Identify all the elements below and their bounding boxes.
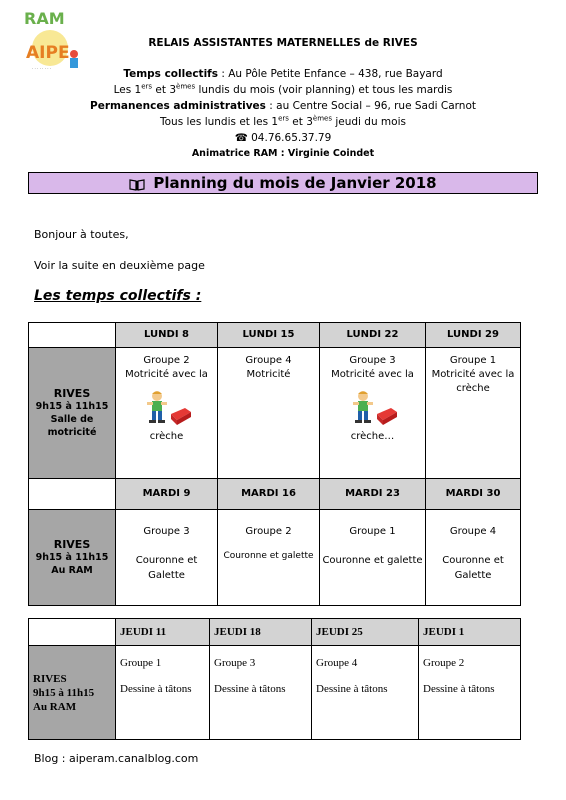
cell-activity: Couronne et: [135, 555, 198, 566]
phone-number: 04.76.65.37.79: [251, 132, 332, 144]
side-hours: 9h15 à 11h15: [35, 552, 109, 563]
blog-link[interactable]: Blog : aiperam.canalblog.com: [34, 752, 199, 765]
cell-activity: Motricité avec la: [331, 369, 414, 380]
cell-activity: Couronne et: [442, 555, 504, 566]
lundis-text-a: Les 1: [113, 84, 142, 96]
planning-table-jeudi: [28, 618, 521, 740]
side-room: Au RAM: [51, 565, 93, 576]
logo-text-aipe: AIPE: [26, 43, 70, 63]
row-label-ram-jeudi: [29, 646, 116, 740]
cell-activity: Motricité avec la: [431, 369, 515, 380]
cell-jeudi-18: [210, 646, 312, 740]
header-line-jeudis: [90, 115, 476, 129]
header-jeudi-1: JEUDI 1: [419, 619, 521, 646]
cell-group: Groupe 3: [349, 355, 396, 366]
cell-group: Groupe 3: [143, 526, 190, 537]
permanences-text: : au Centre Social – 96, rue Sadi Carnot: [265, 100, 476, 112]
cell-activity: Couronne et galette: [322, 555, 423, 566]
book-icon: [129, 177, 145, 189]
cell-group: Groupe 2: [423, 657, 465, 669]
header-lundi-22: LUNDI 22: [320, 323, 426, 348]
cell-jeudi-11: [116, 646, 210, 740]
section-title: Les temps collectifs :: [34, 288, 202, 304]
cell-group: Groupe 4: [449, 526, 497, 537]
permanences-label: Permanences administratives: [90, 100, 266, 112]
side-location: RIVES: [33, 672, 67, 685]
cell-group: Groupe 4: [245, 355, 292, 366]
cell-activity: Dessine à tâtons: [214, 683, 286, 695]
header-mardi-16: MARDI 16: [218, 479, 320, 510]
org-name: RELAIS ASSISTANTES MATERNELLES de RIVES: [148, 37, 418, 49]
cell-activity-end: crèche: [149, 431, 184, 442]
header-mardi-23: MARDI 23: [320, 479, 426, 510]
jeudis-text-b: et 3: [288, 116, 313, 128]
header-mardi-30: MARDI 30: [426, 479, 521, 510]
continuation-note: Voir la suite en deuxième page: [34, 259, 205, 272]
cell-group: Groupe 3: [214, 657, 256, 669]
cell-activity: Motricité avec la: [125, 369, 208, 380]
header-jeudi-25: JEUDI 25: [312, 619, 419, 646]
planning-title-box: [28, 172, 538, 194]
row-label-motricite: [29, 348, 116, 479]
cell-group: Groupe 4: [316, 657, 358, 669]
cell-jeudi-1: [419, 646, 521, 740]
cell-activity: Motricité: [246, 369, 291, 380]
jeudis-sup-1: ers: [278, 114, 289, 123]
cell-lundi-29: [426, 348, 521, 479]
cell-mardi-9: [116, 510, 218, 606]
header-phone: [90, 131, 476, 145]
side-room-1: Salle de: [50, 414, 94, 425]
planning-table-lundi-mardi: [28, 322, 521, 606]
temps-text: : Au Pôle Petite Enfance – 438, rue Bayard: [218, 68, 443, 80]
header-jeudi-11: JEUDI 11: [116, 619, 210, 646]
table1-corner: [29, 323, 116, 348]
cell-mardi-16: [218, 510, 320, 606]
lundis-text-b: et 3: [152, 84, 177, 96]
animatrice: Animatrice RAM : Virginie Coindet: [191, 148, 375, 159]
planning-title: Planning du mois de Janvier 2018: [153, 174, 437, 192]
jeudis-sup-2: èmes: [312, 114, 332, 123]
cell-activity-end: Galette: [148, 570, 185, 581]
header-lundi-15: LUNDI 15: [218, 323, 320, 348]
header-mardi-9: MARDI 9: [116, 479, 218, 510]
header-lundi-8: LUNDI 8: [116, 323, 218, 348]
header-lundi-29: LUNDI 29: [426, 323, 521, 348]
jeudis-text-a: Tous les lundis et les 1: [160, 116, 279, 128]
cell-mardi-30: [426, 510, 521, 606]
header-line-lundis: [90, 83, 476, 97]
cell-activity-end: crèche…: [350, 431, 395, 442]
cell-group: Groupe 1: [120, 657, 162, 669]
side-room: Au RAM: [33, 700, 77, 713]
table2-corner: [29, 479, 116, 510]
cell-activity: Dessine à tâtons: [316, 683, 388, 695]
side-room-2: motricité: [47, 427, 97, 438]
cell-activity: Couronne et galette: [223, 551, 314, 561]
cell-activity-end: Galette: [454, 570, 492, 581]
lundis-sup-1: ers: [141, 82, 153, 91]
side-location: RIVES: [53, 538, 91, 551]
logo-text-ram: RAM: [24, 9, 65, 28]
cell-lundi-8: [116, 348, 218, 479]
row-label-ram-mardi: [29, 510, 116, 606]
table3-corner: [29, 619, 116, 646]
cell-group: Groupe 1: [349, 526, 396, 537]
child-motricity-icon: [141, 390, 193, 426]
ram-aipe-logo: [18, 8, 86, 74]
header-line-temps: [90, 67, 476, 81]
temps-label: Temps collectifs: [123, 68, 218, 80]
side-hours: 9h15 à 11h15: [33, 686, 95, 699]
cell-activity: Dessine à tâtons: [423, 683, 495, 695]
cell-lundi-22: [320, 348, 426, 479]
cell-group: Groupe 1: [449, 355, 497, 366]
jeudis-text-c: jeudi du mois: [331, 116, 406, 128]
header-jeudi-18: JEUDI 18: [210, 619, 312, 646]
side-location: RIVES: [53, 387, 91, 400]
greeting: Bonjour à toutes,: [34, 228, 129, 241]
svg-text:· · · · · · · ·: · · · · · · · ·: [32, 66, 52, 71]
phone-icon: ☎: [234, 132, 252, 144]
lundis-text-c: lundis du mois (voir planning) et tous les mardis: [195, 84, 453, 96]
cell-group: Groupe 2: [245, 526, 292, 537]
cell-activity: Dessine à tâtons: [120, 683, 192, 695]
cell-lundi-15: [218, 348, 320, 479]
cell-mardi-23: [320, 510, 426, 606]
cell-jeudi-25: [312, 646, 419, 740]
cell-activity-end: crèche: [456, 383, 490, 394]
header-line-permanences: [90, 99, 476, 113]
side-hours: 9h15 à 11h15: [35, 401, 109, 412]
child-motricity-icon: [347, 390, 399, 426]
lundis-sup-2: èmes: [176, 82, 196, 91]
cell-group: Groupe 2: [143, 355, 190, 366]
